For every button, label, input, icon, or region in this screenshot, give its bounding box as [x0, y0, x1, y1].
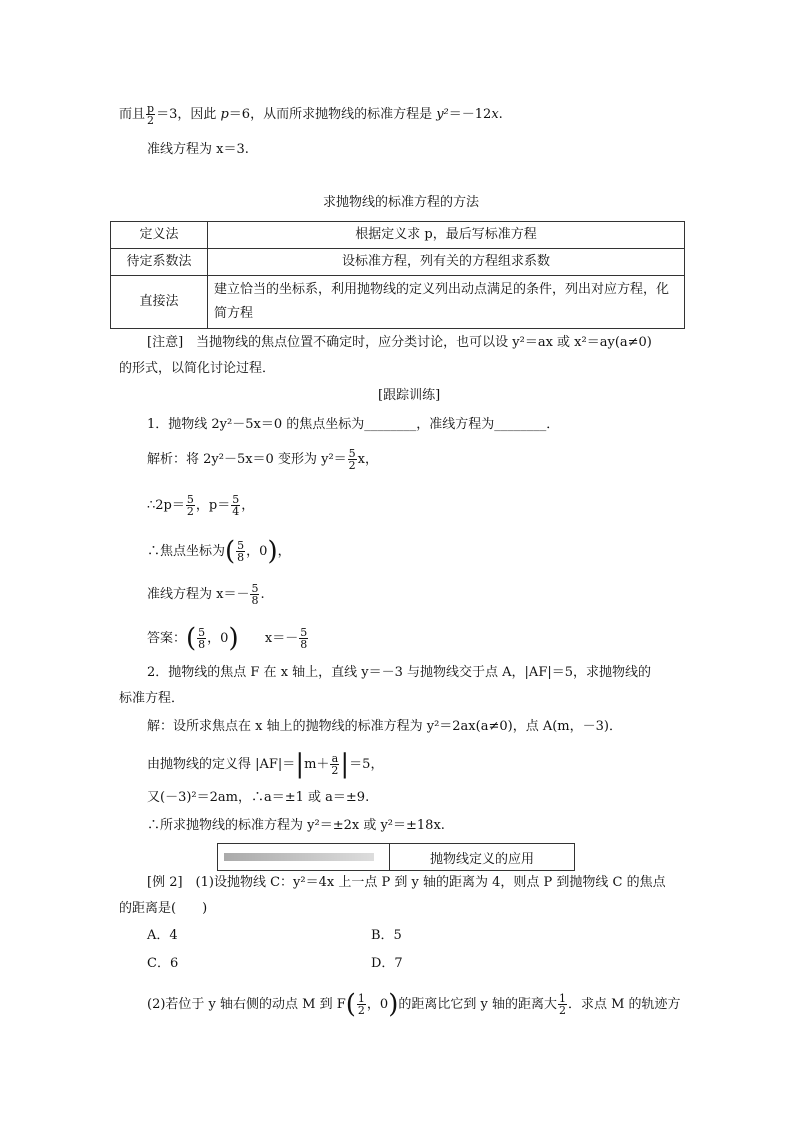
denominator: 2: [331, 764, 339, 777]
text: ，0: [366, 997, 389, 1012]
example-2-line-1: [例 2] (1)设抛物线 C：y²＝4x 上一点 P 到 y 轴的距离为 4，则点 P 到抛物线 C 的焦点: [147, 875, 666, 890]
option-a: A．4: [147, 928, 178, 943]
solution-2-line-1: 解：设所求焦点在 x 轴上的抛物线的标准方程为 y²＝2ax(a≠0)，点 A(m，－3)．: [147, 719, 622, 734]
analysis-line-3: [147, 536, 291, 567]
fraction: [558, 993, 567, 1016]
fraction: [348, 448, 357, 471]
section-tag-bar: [224, 853, 374, 861]
text: ，: [277, 544, 291, 559]
method-name: 直接法: [111, 276, 208, 329]
note-line-1: [注意] 当抛物线的焦点位置不确定时，应分类讨论，也可以设 y²＝ax 或 x²＝ay(a≠0): [147, 335, 652, 350]
var-x: x: [491, 107, 499, 122]
text: ∴焦点坐标为: [147, 544, 226, 559]
abs-left: |: [295, 749, 305, 780]
denominator: 8: [300, 638, 308, 651]
question-2-line-1: 2．抛物线的焦点 F 在 x 轴上，直线 y＝－3 与抛物线交于点 A，|AF|＝5，求抛物线的: [147, 665, 651, 680]
method-name: 待定系数法: [111, 249, 208, 276]
solution-2-line-4: ∴所求抛物线的标准方程为 y²＝±2x 或 y²＝±18x.: [147, 818, 445, 833]
table-row: [111, 276, 685, 329]
fraction: [186, 494, 195, 517]
fraction: [357, 993, 366, 1016]
fraction: [299, 627, 308, 650]
solution-2-line-2: [147, 749, 384, 780]
example-2-part-2: [147, 989, 681, 1020]
text: ＝3，因此: [156, 107, 221, 122]
numerator: 5: [300, 626, 308, 639]
fraction: [231, 494, 240, 517]
numerator: 5: [251, 582, 259, 595]
option-c: C．6: [147, 956, 179, 971]
text: x，: [357, 452, 378, 467]
numerator: 1: [558, 992, 566, 1005]
solution-line-2: 准线方程为 x＝3.: [147, 142, 249, 157]
text: 准线方程为 x＝－: [147, 587, 250, 602]
section-tag: [218, 844, 390, 870]
option-b: B．5: [371, 928, 402, 943]
paren-right: ): [388, 989, 399, 1020]
analysis-line-4: [147, 583, 265, 606]
method-desc: 建立恰当的坐标系，利用抛物线的定义列出动点满足的条件，列出对应方程，化简方程: [208, 276, 685, 329]
denominator: 8: [251, 594, 259, 607]
example-2-line-2: 的距离是( ): [119, 901, 208, 916]
denominator: 4: [232, 505, 240, 518]
text: ，p＝: [195, 498, 231, 513]
question-1: 1．抛物线 2y²－5x＝0 的焦点坐标为________，准线方程为________．: [147, 417, 560, 432]
section-header: [217, 843, 575, 871]
fraction: [330, 753, 339, 776]
text: 的距离比它到 y 轴的距离大: [398, 997, 557, 1012]
question-2-line-2: 标准方程．: [119, 691, 185, 706]
numerator: 5: [237, 539, 245, 552]
solution-line-1: [119, 103, 503, 126]
paren-right: ): [267, 536, 278, 567]
table-row: [111, 222, 685, 249]
denominator: 2: [348, 459, 356, 472]
denominator: 8: [198, 638, 206, 651]
text: ，0: [246, 544, 268, 559]
paren-left: (: [225, 536, 236, 567]
methods-table: [110, 221, 685, 329]
numerator: 5: [348, 447, 356, 460]
text: (2)若位于 y 轴右侧的动点 M 到 F: [147, 997, 346, 1012]
abs-right: |: [340, 749, 350, 780]
text: 而且: [119, 107, 146, 122]
paren-left: (: [186, 623, 197, 654]
denominator: 8: [237, 551, 245, 564]
denominator: 2: [147, 114, 155, 127]
numerator: p: [147, 102, 155, 115]
analysis-line-2: [147, 494, 254, 517]
denominator: 2: [357, 1004, 365, 1017]
text: x＝－: [264, 631, 299, 646]
method-desc: 根据定义求 p，最后写标准方程: [208, 222, 685, 249]
fraction: [236, 540, 245, 563]
denominator: 2: [558, 1004, 566, 1017]
numerator: 5: [232, 493, 240, 506]
analysis-line-1: [147, 448, 378, 471]
text: ＝6，从而所求抛物线的标准方程是: [228, 107, 437, 122]
numerator: 5: [186, 493, 194, 506]
numerator: a: [331, 752, 339, 765]
paren-right: ): [228, 623, 239, 654]
text: ，: [241, 498, 255, 513]
numerator: 1: [357, 992, 365, 1005]
method-desc: 设标准方程，列有关的方程组求系数: [208, 249, 685, 276]
denominator: 2: [186, 505, 194, 518]
follow-up-heading: [跟踪训练]: [378, 388, 441, 403]
text: 由抛物线的定义得 |AF|＝: [147, 757, 296, 772]
paren-left: (: [345, 989, 356, 1020]
fraction-p-over-2: [146, 103, 155, 126]
option-d: D．7: [371, 956, 403, 971]
table-row: [111, 249, 685, 276]
period: .: [498, 107, 503, 122]
text: .: [260, 587, 265, 602]
text: 解析：将 2y²－5x＝0 变形为 y²＝: [147, 452, 347, 467]
text: ＝5，: [349, 757, 384, 772]
solution-2-line-3: 又(－3)²＝2am，∴a＝±1 或 a＝±9.: [147, 790, 370, 805]
text: m＋: [304, 757, 330, 772]
answer-line: [147, 623, 309, 654]
text: ．求点 M 的轨迹方: [567, 997, 681, 1012]
note-line-2: 的形式，以简化讨论过程．: [119, 361, 276, 376]
section-title: 抛物线定义的应用: [429, 851, 534, 867]
text: 答案：: [147, 631, 187, 646]
text: ∴2p＝: [147, 498, 185, 513]
table-title: 求抛物线的标准方程的方法: [323, 195, 480, 210]
var-p: p: [220, 107, 229, 122]
text: ＝－12: [448, 107, 492, 122]
fraction: [197, 627, 206, 650]
var-y2: y²: [436, 107, 449, 122]
numerator: 5: [198, 626, 206, 639]
method-name: 定义法: [111, 222, 208, 249]
fraction: [250, 583, 259, 606]
text: ，0: [207, 631, 229, 646]
